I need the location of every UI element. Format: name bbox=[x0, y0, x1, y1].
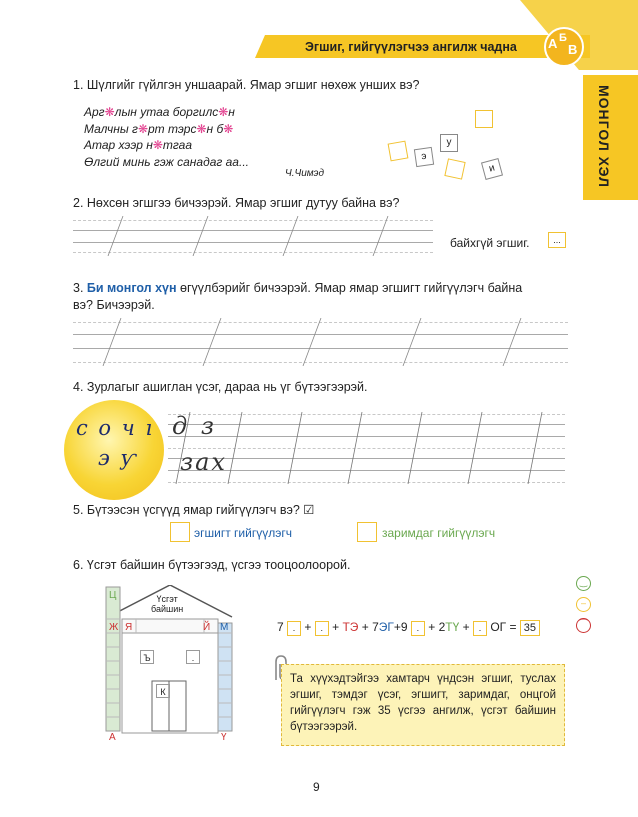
blank-tile[interactable] bbox=[388, 141, 409, 162]
option2-checkbox[interactable] bbox=[357, 522, 377, 542]
q5-text: 5. Бүтээсэн үсгүүд ямар гийгүүлэгч вэ? ☑ bbox=[73, 503, 315, 517]
house-letter: Й bbox=[203, 622, 211, 633]
neutral-face-icon[interactable]: – bbox=[576, 597, 591, 612]
page-number: 9 bbox=[313, 780, 320, 794]
option2-label: заримдаг гийгүүлэгч bbox=[382, 526, 496, 540]
q1-text: 1. Шүлгийг гүйлгэн уншаарай. Ямар эгшиг нөхөж унших вэ? bbox=[73, 78, 420, 92]
equation-blank[interactable]: . bbox=[411, 621, 425, 636]
parent-note: Та хүүхэдтэйгээ хамтарч үндсэн эгшиг, туслах эгшиг, тэмдэг үсэг, эгшигт, заримдаг, онцгой гийгүүлэгч гэж 35 үсгээ ангилж, үсгэт байшин бүтээгээрэй. bbox=[281, 664, 565, 746]
poem-line: Атар хээр н❋тгаа bbox=[84, 138, 193, 152]
happy-face-icon[interactable]: ‿ bbox=[576, 576, 591, 591]
equation-blank[interactable]: . bbox=[315, 621, 329, 636]
sad-face-icon[interactable]: ⌒ bbox=[576, 618, 591, 633]
house-window[interactable]: . bbox=[186, 650, 200, 664]
poem-author: Ч.Чимэд bbox=[285, 168, 324, 179]
letter-tile[interactable]: у bbox=[440, 134, 458, 152]
house-letter: М bbox=[220, 622, 229, 633]
sun-letters: э ƴ bbox=[98, 446, 139, 470]
equation-total[interactable]: 35 bbox=[520, 620, 540, 636]
equation-blank[interactable]: . bbox=[473, 621, 487, 636]
letter-tile[interactable]: и bbox=[481, 158, 503, 180]
writing-lines[interactable] bbox=[73, 318, 568, 366]
option1-label: эгшигт гийгүүлэгч bbox=[194, 526, 292, 540]
blank-tile[interactable] bbox=[475, 110, 493, 128]
script-sample: зах bbox=[180, 448, 227, 476]
q2-text: 2. Нөхсөн эгшгээ бичээрэй. Ямар эгшиг дутуу байна вэ? bbox=[73, 196, 400, 210]
q3-highlight: Би монгол хүн bbox=[86, 281, 177, 295]
letter-tile[interactable]: э bbox=[414, 147, 434, 167]
writing-lines[interactable] bbox=[73, 216, 433, 256]
poem-line: Малчны г❋рт тэрс❋н б❋ bbox=[84, 121, 234, 136]
house-window[interactable]: Ъ bbox=[140, 650, 154, 664]
header-title: Эгшиг, гийгүүлэгчээ ангилж чадна bbox=[305, 40, 517, 54]
house-letter: Я bbox=[125, 622, 133, 633]
script-sample: д з bbox=[172, 412, 217, 440]
sun-letters: с о ч ı bbox=[76, 416, 155, 440]
house-label: Үсгэт байшин bbox=[151, 594, 184, 614]
abc-badge-icon: А Б В bbox=[548, 32, 578, 57]
poem-line: Өлгий минь гэж санадаг аа... bbox=[84, 154, 249, 169]
side-label: МОНГОЛ ХЭЛ bbox=[596, 85, 612, 188]
missing-vowel-label: байхгүй эгшиг. bbox=[450, 236, 530, 250]
equation-blank[interactable]: . bbox=[287, 621, 301, 636]
cursive-lines[interactable] bbox=[168, 412, 565, 484]
q4-text: 4. Зурлагыг ашиглан үсэг, дараа нь үг бүтээгээрэй. bbox=[73, 380, 368, 394]
blank-tile[interactable] bbox=[444, 158, 465, 179]
house-letter: Ц bbox=[109, 590, 117, 601]
house-letter: А bbox=[109, 732, 116, 743]
poem-line: Арг❋лын утаа боргилс❋н bbox=[84, 105, 235, 119]
option1-checkbox[interactable] bbox=[170, 522, 190, 542]
q6-text: 6. Үсгэт байшин бүтээгээд, үсгээ тооцоолоорой. bbox=[73, 558, 351, 572]
header-decor bbox=[0, 0, 638, 70]
poem bbox=[84, 104, 249, 170]
house-letter: Ү bbox=[221, 732, 227, 743]
q3-text: 3. Би монгол хүн өгүүлбэрийг бичээрэй. Ямар ямар эгшигт гийгүүлэгч байна вэ? Бичээрэй. bbox=[73, 281, 523, 312]
letter-equation: 7 . + . + ТЭ + 7ЭГ+9 . + 2ТҮ + . ОГ = 35 bbox=[277, 620, 540, 636]
house-door[interactable]: К bbox=[156, 684, 170, 698]
answer-box[interactable]: ... bbox=[548, 232, 566, 248]
house-letter: Ж bbox=[109, 622, 119, 633]
